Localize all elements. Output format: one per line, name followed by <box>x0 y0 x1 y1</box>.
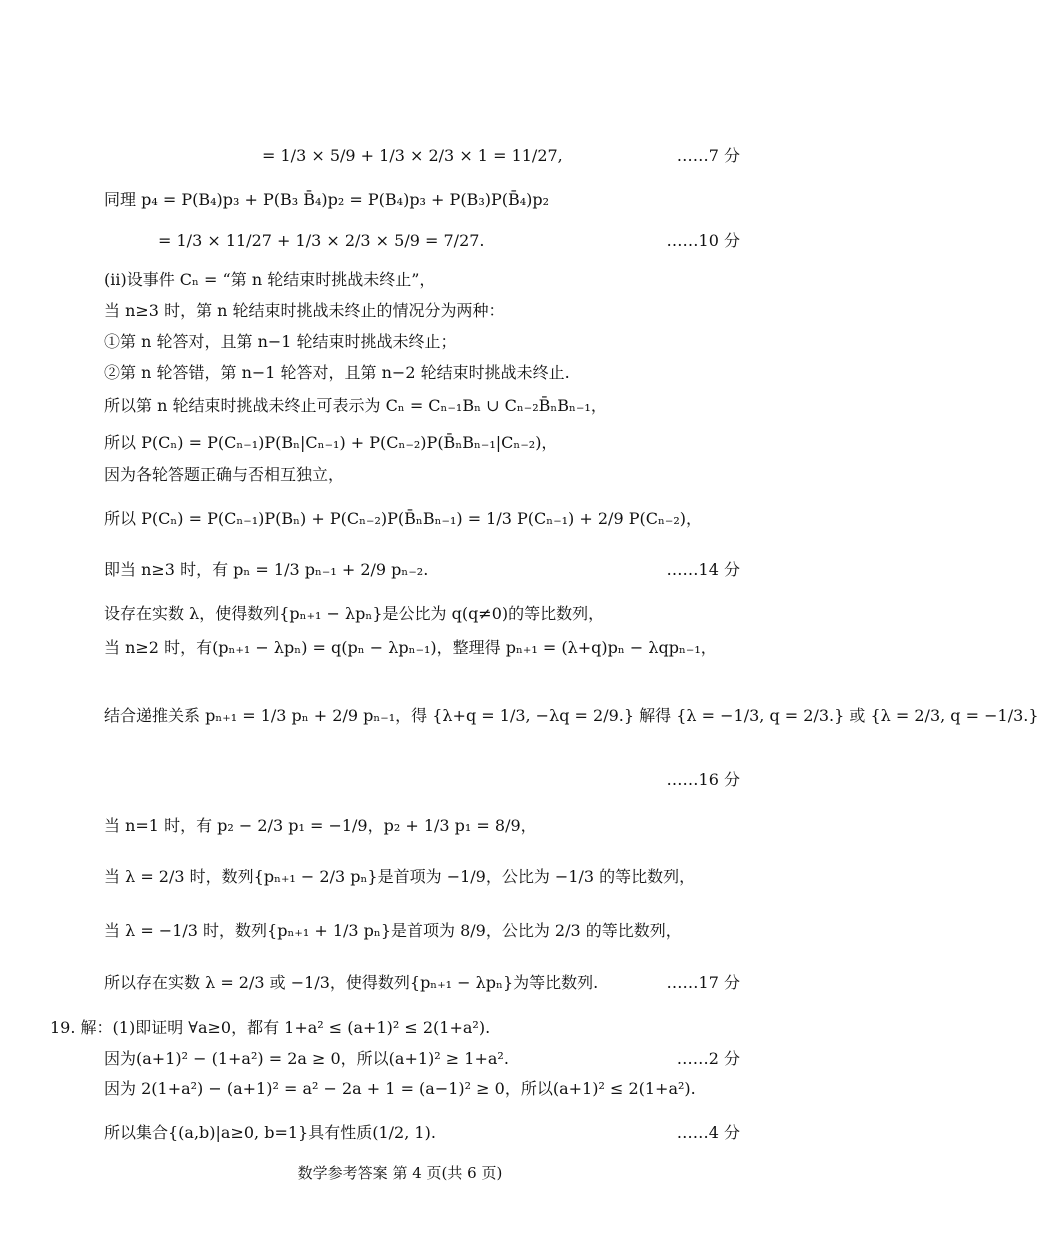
line-19: 所以存在实数 λ = 2/3 或 −1/3，使得数列{pₙ₊₁ − λpₙ}为等比数列. <box>104 973 599 992</box>
line-11: 所以 P(Cₙ) = P(Cₙ₋₁)P(Bₙ) + P(Cₙ₋₂)P(B̄ₙBₙ₋₁) = 1/3 P(Cₙ₋₁) + 2/9 P(Cₙ₋₂)， <box>104 509 702 528</box>
score-16: ……16 分 <box>666 770 740 789</box>
score-17: ……17 分 <box>666 973 740 992</box>
line-13: 设存在实数 λ，使得数列{pₙ₊₁ − λpₙ}是公比为 q(q≠0)的等比数列， <box>104 604 605 623</box>
line-18: 当 λ = −1/3 时，数列{pₙ₊₁ + 1/3 pₙ}是首项为 8/9，公比为 2/3 的等比数列， <box>104 921 682 940</box>
line-7: ②第 n 轮答错，第 n−1 轮答对，且第 n−2 轮结束时挑战未终止. <box>104 363 570 382</box>
line-15: 结合递推关系 pₙ₊₁ = 1/3 pₙ + 2/9 pₙ₋₁，得 {λ+q = 1/3, −λq = 2/9.} 解得 {λ = −1/3, q = 2/3.} 或 {λ = 2/3, q = −1/3.} <box>104 706 1039 725</box>
score-4: ……4 分 <box>676 1123 740 1142</box>
line-21: 因为(a+1)² − (1+a²) = 2a ≥ 0，所以(a+1)² ≥ 1+a². <box>104 1049 509 1068</box>
line-23: 所以集合{(a,b)|a≥0, b=1}具有性质(1/2, 1). <box>104 1123 436 1142</box>
score-10: ……10 分 <box>666 231 740 250</box>
score-2: ……2 分 <box>676 1049 740 1068</box>
line-8: 所以第 n 轮结束时挑战未终止可表示为 Cₙ = Cₙ₋₁Bₙ ∪ Cₙ₋₂B̄ₙBₙ₋₁， <box>104 396 607 415</box>
line-4: (ii)设事件 Cₙ = “第 n 轮结束时挑战未终止”， <box>104 270 436 289</box>
score-14: ……14 分 <box>666 560 740 579</box>
line-5: 当 n≥3 时，第 n 轮结束时挑战未终止的情况分为两种： <box>104 301 505 320</box>
line-1: = 1/3 × 5/9 + 1/3 × 2/3 × 1 = 11/27, <box>262 146 563 165</box>
line-6: ①第 n 轮答对，且第 n−1 轮结束时挑战未终止； <box>104 332 457 351</box>
line-22: 因为 2(1+a²) − (a+1)² = a² − 2a + 1 = (a−1)² ≥ 0，所以(a+1)² ≤ 2(1+a²). <box>104 1079 696 1098</box>
line-3: = 1/3 × 11/27 + 1/3 × 2/3 × 5/9 = 7/27. <box>158 231 485 250</box>
line-9: 所以 P(Cₙ) = P(Cₙ₋₁)P(Bₙ|Cₙ₋₁) + P(Cₙ₋₂)P(B̄ₙBₙ₋₁|Cₙ₋₂)， <box>104 433 558 452</box>
line-14: 当 n≥2 时，有(pₙ₊₁ − λpₙ) = q(pₙ − λpₙ₋₁)，整理得 pₙ₊₁ = (λ+q)pₙ − λqpₙ₋₁， <box>104 638 717 657</box>
line-17: 当 λ = 2/3 时，数列{pₙ₊₁ − 2/3 pₙ}是首项为 −1/9，公比为 −1/3 的等比数列， <box>104 867 696 886</box>
line-12: 即当 n≥3 时，有 pₙ = 1/3 pₙ₋₁ + 2/9 pₙ₋₂. <box>104 560 429 579</box>
page-footer: 数学参考答案 第 4 页(共 6 页) <box>297 1164 503 1182</box>
line-10: 因为各轮答题正确与否相互独立， <box>104 465 345 484</box>
line-2: 同理 p₄ = P(B₄)p₃ + P(B₃ B̄₄)p₂ = P(B₄)p₃ + P(B₃)P(B̄₄)p₂ <box>104 190 550 209</box>
score-7: ……7 分 <box>676 146 740 165</box>
line-16: 当 n=1 时，有 p₂ − 2/3 p₁ = −1/9，p₂ + 1/3 p₁ = 8/9， <box>104 816 537 835</box>
line-20: 19. 解：(1)即证明 ∀a≥0，都有 1+a² ≤ (a+1)² ≤ 2(1+a²). <box>50 1018 491 1037</box>
